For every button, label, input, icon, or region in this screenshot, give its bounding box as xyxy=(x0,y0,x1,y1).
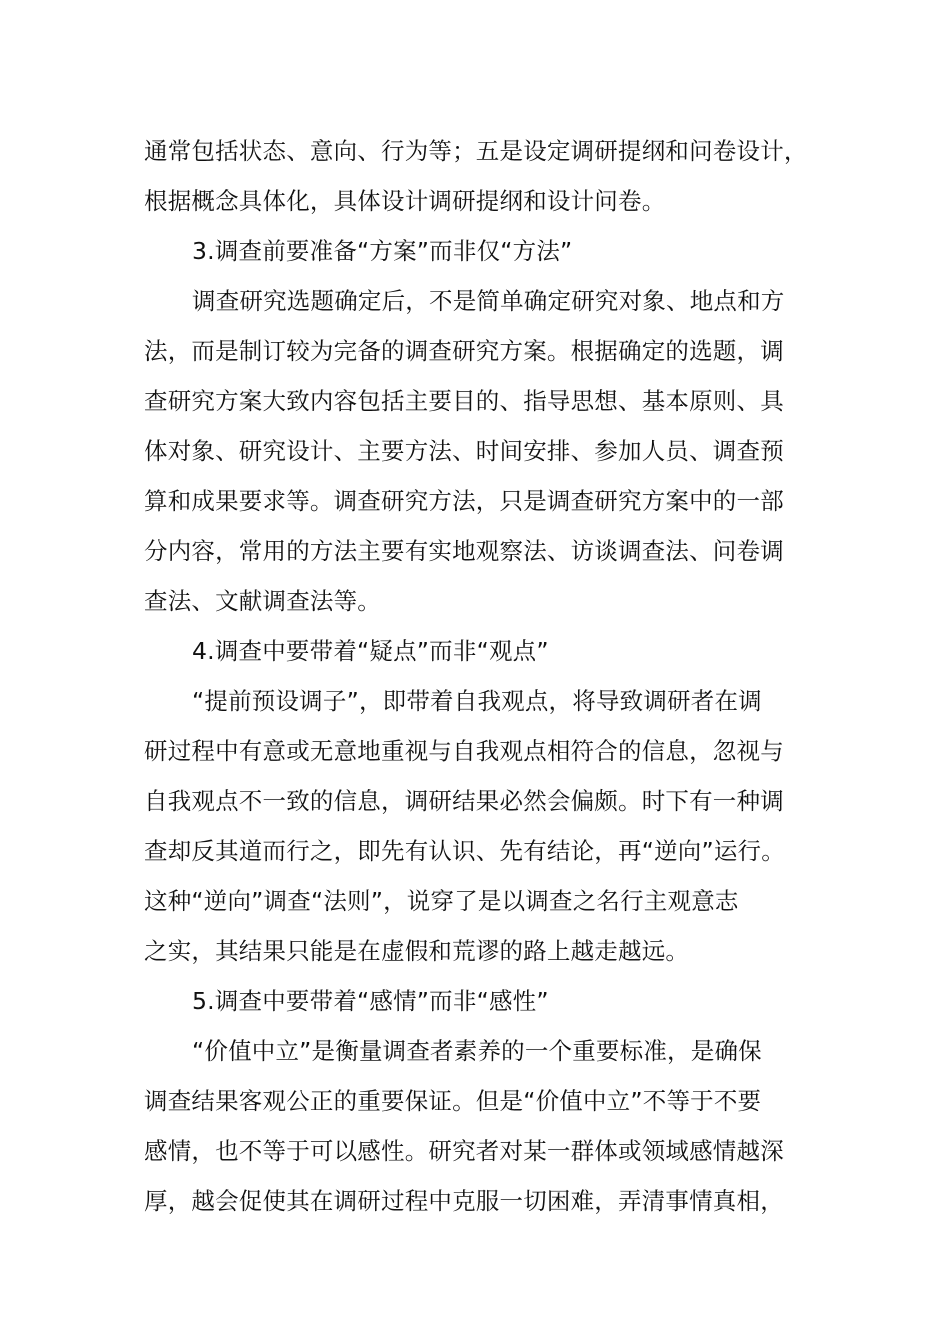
text-line-9: 分内容，常用的方法主要有实地观察法、访谈调查法、问卷调 xyxy=(144,537,784,565)
text-line-5: 法，而是制订较为完备的调查研究方案。根据确定的选题，调 xyxy=(144,337,784,365)
paragraph-start-line: “价值中立”是衡量调查者素养的一个重要标准，是确保 xyxy=(192,1037,762,1065)
text-line-10: 查法、文献调查法等。 xyxy=(144,587,381,615)
section-heading-4: 4.调查中要带着“疑点”而非“观点” xyxy=(192,637,549,665)
text-line-2: 根据概念具体化，具体设计调研提纲和设计问卷。 xyxy=(144,187,666,215)
text-line-7: 体对象、研究设计、主要方法、时间安排、参加人员、调查预 xyxy=(144,437,784,465)
text-line-13: 研过程中有意或无意地重视与自我观点相符合的信息，忽视与 xyxy=(144,737,784,765)
paragraph-start-line: 调查研究选题确定后，不是简单确定研究对象、地点和方 xyxy=(192,287,785,315)
section-heading-5: 5.调查中要带着“感情”而非“感性” xyxy=(192,987,549,1015)
text-line-6: 查研究方案大致内容包括主要目的、指导思想、基本原则、具 xyxy=(144,387,784,415)
text-line-14: 自我观点不一致的信息，调研结果必然会偏颇。时下有一种调 xyxy=(144,787,784,815)
text-line-21: 感情，也不等于可以感性。研究者对某一群体或领域感情越深 xyxy=(144,1137,784,1165)
text-line-22: 厚，越会促使其在调研过程中克服一切困难，弄清事情真相， xyxy=(144,1187,784,1215)
text-line-1: 通常包括状态、意向、行为等；五是设定调研提纲和问卷设计， xyxy=(144,137,808,165)
paragraph-start-line: “提前预设调子”，即带着自我观点，将导致调研者在调 xyxy=(192,687,762,715)
text-line-16: 这种“逆向”调查“法则”，说穿了是以调查之名行主观意志 xyxy=(144,887,739,915)
text-line-17: 之实，其结果只能是在虚假和荒谬的路上越走越远。 xyxy=(144,937,690,965)
section-heading-3: 3.调查前要准备“方案”而非仅“方法” xyxy=(192,237,573,265)
text-line-15: 查却反其道而行之，即先有认识、先有结论，再“逆向”运行。 xyxy=(144,837,785,865)
text-line-8: 算和成果要求等。调查研究方法，只是调查研究方案中的一部 xyxy=(144,487,784,515)
text-line-20: 调查结果客观公正的重要保证。但是“价值中立”不等于不要 xyxy=(144,1087,762,1115)
